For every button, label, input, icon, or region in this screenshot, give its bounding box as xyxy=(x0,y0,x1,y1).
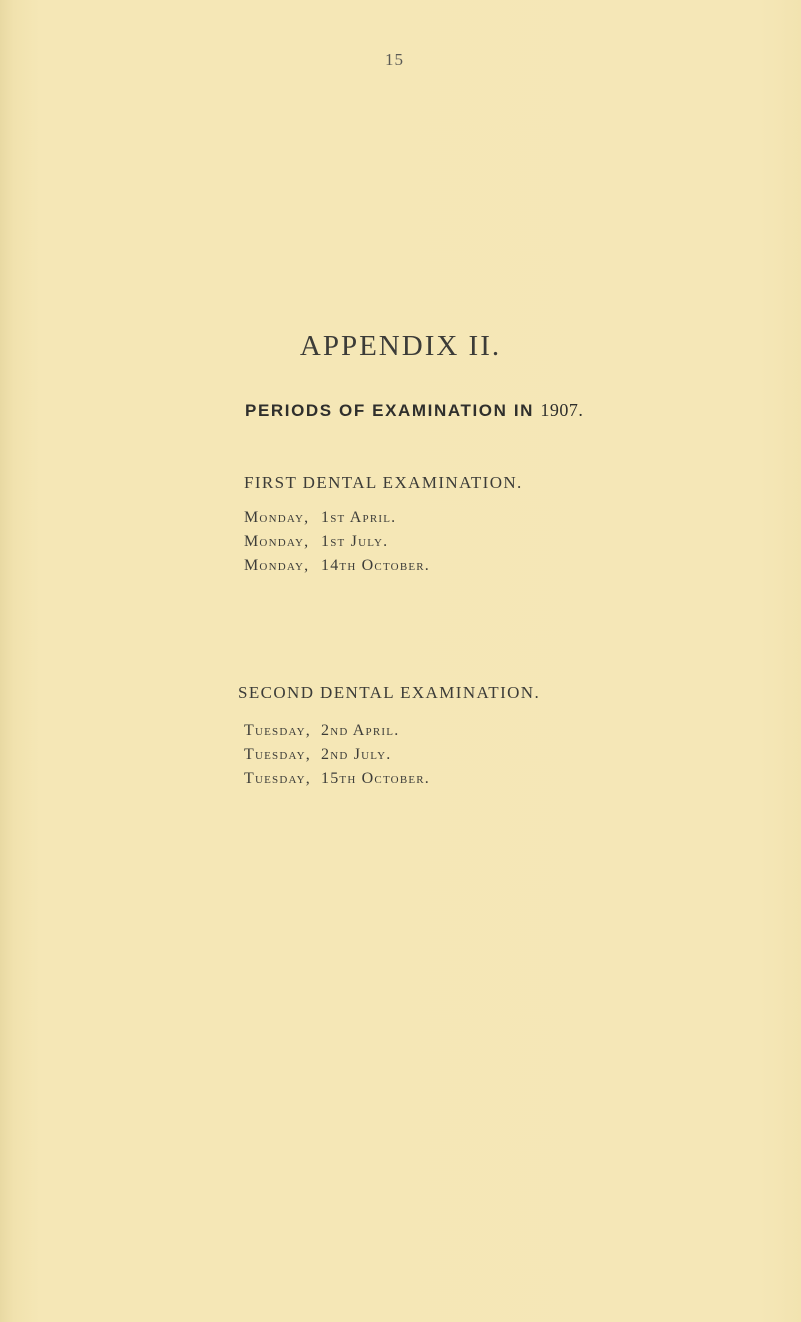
periods-heading-text: PERIODS OF EXAMINATION IN xyxy=(245,401,535,420)
exam-day: Monday, xyxy=(244,533,310,550)
exam-date: 1st July. xyxy=(321,533,389,550)
exam-date-row xyxy=(244,719,430,743)
exam-date-row xyxy=(244,767,430,791)
exam-date: 2nd July. xyxy=(321,746,392,763)
exam-date: 15th October. xyxy=(321,770,431,787)
page-number: 15 xyxy=(385,50,404,69)
exam-day: Monday, xyxy=(244,509,310,526)
periods-heading xyxy=(245,400,801,421)
exam-date: 2nd April. xyxy=(321,722,400,739)
exam-date: 1st April. xyxy=(321,509,397,526)
exam-date-row xyxy=(244,743,430,767)
second-exam-dates xyxy=(244,719,430,791)
first-exam-title: FIRST DENTAL EXAMINATION. xyxy=(244,473,523,492)
exam-date: 14th October. xyxy=(321,557,431,574)
exam-date-row xyxy=(244,554,430,578)
exam-day: Tuesday, xyxy=(244,770,311,787)
first-exam-dates xyxy=(244,506,430,578)
second-exam-title: SECOND DENTAL EXAMINATION. xyxy=(238,683,541,702)
exam-day: Tuesday, xyxy=(244,722,311,739)
exam-day: Monday, xyxy=(244,557,310,574)
exam-date-row xyxy=(244,506,430,530)
periods-heading-year: 1907. xyxy=(540,400,584,420)
appendix-title: APPENDIX II. xyxy=(299,330,502,362)
exam-date-row xyxy=(244,530,430,554)
exam-day: Tuesday, xyxy=(244,746,311,763)
